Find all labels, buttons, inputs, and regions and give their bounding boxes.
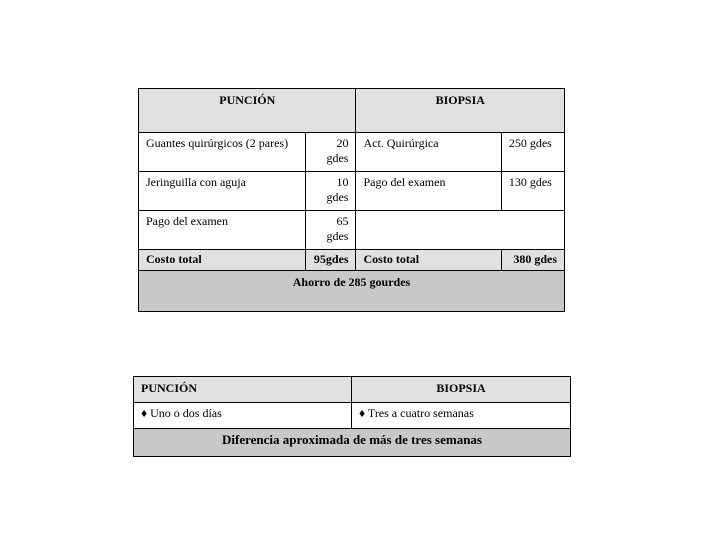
puncion-cost: 10 gdes <box>306 172 356 211</box>
biopsia-cost: 250 gdes <box>501 133 564 172</box>
biopsia-item: Act. Quirúrgica <box>356 133 501 172</box>
puncion-time: ♦ Uno o dos días <box>134 403 352 429</box>
biopsia-total-value: 380 gdes <box>501 250 564 271</box>
cost-table-header-row <box>139 89 565 133</box>
biopsia-header: BIOPSIA <box>352 377 571 403</box>
table-row <box>139 211 565 250</box>
cost-comparison-table <box>138 88 565 312</box>
puncion-cost: 20 gdes <box>306 133 356 172</box>
time-table-header-row <box>134 377 571 403</box>
time-comparison-table <box>133 376 571 457</box>
table-row <box>139 133 565 172</box>
biopsia-item: Pago del examen <box>356 172 501 211</box>
biopsia-header: BIOPSIA <box>356 89 565 133</box>
total-row <box>139 250 565 271</box>
puncion-cost: 65 gdes <box>306 211 356 250</box>
puncion-total-label: Costo total <box>139 250 306 271</box>
puncion-total-value: 95gdes <box>306 250 356 271</box>
savings-text: Ahorro de 285 gourdes <box>139 271 565 312</box>
puncion-item: Guantes quirúrgicos (2 pares) <box>139 133 306 172</box>
biopsia-time: ♦ Tres a cuatro semanas <box>352 403 571 429</box>
savings-row <box>139 271 565 312</box>
biopsia-cost: 130 gdes <box>501 172 564 211</box>
difference-row <box>134 429 571 457</box>
difference-text: Diferencia aproximada de más de tres semanas <box>134 429 571 457</box>
puncion-header: PUNCIÓN <box>139 89 356 133</box>
table-row <box>134 403 571 429</box>
biopsia-total-label: Costo total <box>356 250 501 271</box>
table-row <box>139 172 565 211</box>
puncion-header: PUNCIÓN <box>134 377 352 403</box>
puncion-item: Jeringuilla con aguja <box>139 172 306 211</box>
puncion-item: Pago del examen <box>139 211 306 250</box>
biopsia-empty-cell <box>356 211 565 250</box>
